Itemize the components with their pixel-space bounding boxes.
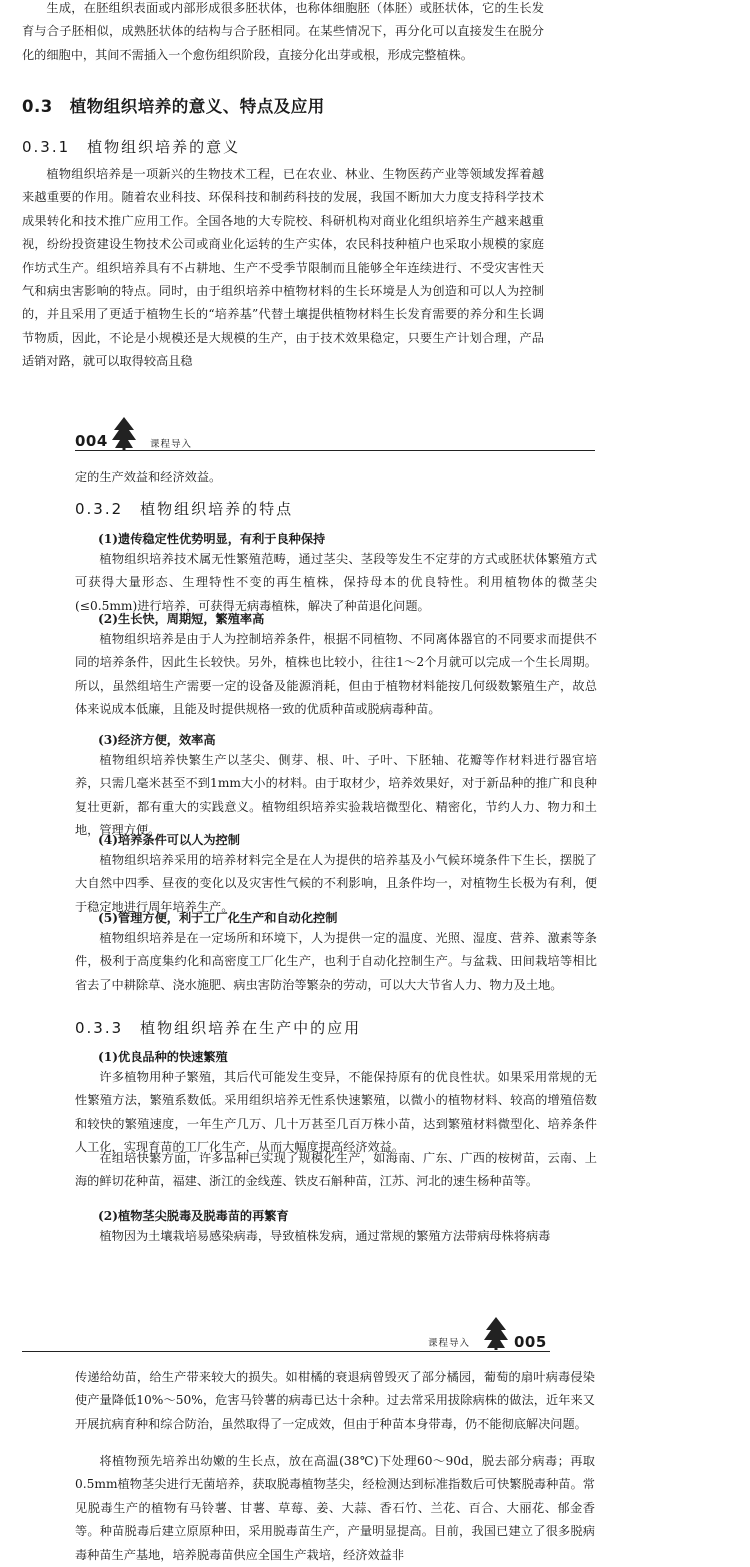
body-paragraph: 许多植物用种子繁殖，其后代可能发生变异，不能保持原有的优良性状。如果采用常规的无性繁殖方法，繁殖系数低。采用组织培养无性系快速繁殖，以微小的植物材料、较高的增殖倍数和较快的繁殖速度，一年生产几万、几十万甚至几百万株小苗，达到繁殖材料微型化、培养条件人工化，实现育苗的工厂化生产，从而大幅度提高经济效益。: [75, 1070, 597, 1155]
section-title: 0.3 植物组织培养的意义、特点及应用: [22, 97, 325, 116]
body-paragraph: 植物组织培养采用的培养材料完全是在人为提供的培养基及小气候环境条件下生长，摆脱了大自然中四季、昼夜的变化以及灾害性气候的不利影响，且条件均一，对植物生长极为有利，便于稳定地进行周年培养生产。: [75, 853, 597, 914]
header-rule: [22, 1351, 550, 1352]
body-paragraph: 植物组织培养技术属无性繁殖范畴，通过茎尖、茎段等发生不定芽的方式或胚状体繁殖方式可获得大量形态、生理特性不变的再生植株，保持母本的优良特性。利用植物体的微茎尖(≤0.5mm)进行培养，可获得无病毒植株，解决了种苗退化问题。: [75, 552, 597, 613]
feature-heading: (1)遗传稳定性优势明显，有利于良种保持: [98, 532, 326, 546]
body-paragraph: 植物组织培养快繁生产以茎尖、侧芽、根、叶、子叶、下胚轴、花瓣等作材料进行器官培养，只需几毫米甚至不到1mm大小的材料。由于取材少，培养效果好，对于新品种的推广和良种复壮更新，都有重大的实践意义。植物组织培养实验栽培微型化、精密化，节约人力、物力和土地，管理方便。: [75, 753, 597, 838]
feature-heading: (2)生长快，周期短，繁殖率高: [98, 612, 265, 626]
page-number: 004: [75, 432, 108, 450]
feature-heading: (4)培养条件可以人为控制: [98, 833, 240, 847]
body-paragraph: 将植物预先培养出幼嫩的生长点，放在高温(38℃)下处理60～90d，脱去部分病毒；再取0.5mm植物茎尖进行无菌培养，获取脱毒植物茎尖，经检测达到标准指数后可快繁脱毒种苗。常见脱毒生产的植物有马铃薯、甘薯、草莓、姜、大蒜、香石竹、兰花、百合、大丽花、郁金香等。种苗脱毒后建立原原种田，采用脱毒苗生产，产量明显提高。目前，我国已建立了很多脱病毒种苗生产基地，培养脱毒苗供应全国生产栽培，经济效益非: [75, 1454, 595, 1562]
body-paragraph: 在组培快繁方面，许多品种已实现了规模化生产，如海南、广东、广西的桉树苗，云南、上海的鲜切花种苗，福建、浙江的金线莲、铁皮石斛种苗，江苏、河北的速生杨种苗等。: [75, 1151, 597, 1189]
body-paragraph: 植物组织培养是由于人为控制培养条件，根据不同植物、不同离体器官的不同要求而提供不同的培养条件，因此生长较快。另外，植株也比较小，往往1～2个月就可以完成一个生长周期。所以，虽然组培生产需要一定的设备及能源消耗，但由于植物材料能按几何级数繁殖生产，故总体来说成本低廉，且能及时提供规格一致的优质种苗或脱病毒种苗。: [75, 632, 597, 717]
body-paragraph: 定的生产效益和经济效益。: [75, 470, 222, 484]
header-rule: [75, 450, 595, 451]
body-paragraph: 传递给幼苗，给生产带来较大的损失。如柑橘的衰退病曾毁灭了部分橘园，葡萄的扇叶病毒侵染使产量降低10%～50%，危害马铃薯的病毒已达十余种。过去常采用拔除病株的做法，近年来又开展抗病育种和综合防治，虽然取得了一定成效，但由于种苗本身带毒，仍不能彻底解决问题。: [75, 1370, 595, 1431]
tree-logo-icon: [482, 1316, 510, 1350]
body-paragraph: 植物组织培养是一项新兴的生物技术工程，已在农业、林业、生物医药产业等领域发挥着越来越重要的作用。随着农业科技、环保科技和制药科技的发展，我国不断加大力度支持科学技术成果转化和技术推广应用工作。全国各地的大专院校、科研机构对商业化组织培养生产越来越重视，纷纷投资建设生物技术公司或商业化运转的生产实体，农民科技种植户也采取小规模的家庭作坊式生产。组织培养具有不占耕地、生产不受季节限制而且能够全年连续进行、不受灾害性天气和病虫害影响的特点。同时，由于组织培养中植物材料的生长环境是人为创造和可以人为控制的，并且采用了更适于植物生长的“培养基”代替土壤提供植物材料生长发育需要的养分和生长调节物质，因此，不论是小规模还是大规模的生产，由于技术效果稳定，只要生产计划合理，产品适销对路，就可以取得较高且稳: [22, 167, 544, 369]
page-number: 005: [514, 1333, 547, 1351]
running-header: 课程导入: [428, 1338, 471, 1349]
running-header: 课程导入: [150, 439, 193, 450]
subsection-title: 0.3.1 植物组织培养的意义: [22, 138, 241, 156]
subsection-title: 0.3.3 植物组织培养在生产中的应用: [75, 1019, 362, 1037]
tree-logo-icon: [110, 416, 138, 450]
body-paragraph: 植物组织培养是在一定场所和环境下，人为提供一定的温度、光照、湿度、营养、激素等条件，极利于高度集约化和高密度工厂化生产，也利于自动化控制生产。与盆栽、田间栽培等相比省去了中耕除草、浇水施肥、病虫害防治等繁杂的劳动，可以大大节省人力、物力及土地。: [75, 931, 597, 992]
body-paragraph: 植物因为土壤栽培易感染病毒，导致植株发病，通过常规的繁殖方法带病母株将病毒: [99, 1229, 551, 1243]
subsection-title: 0.3.2 植物组织培养的特点: [75, 500, 294, 518]
application-heading: (1)优良品种的快速繁殖: [98, 1050, 228, 1064]
application-heading: (2)植物茎尖脱毒及脱毒苗的再繁育: [98, 1209, 289, 1223]
body-paragraph: 生成，在胚组织表面或内部形成很多胚状体，也称体细胞胚（体胚）或胚状体，它的生长发育与合子胚相似，成熟胚状体的结构与合子胚相同。在某些情况下，再分化可以直接发生在脱分化的细胞中，其间不需插入一个愈伤组织阶段，直接分化出芽或根，形成完整植株。: [22, 1, 544, 62]
feature-heading: (3)经济方便，效率高: [98, 733, 216, 747]
feature-heading: (5)管理方便，利于工厂化生产和自动化控制: [98, 911, 338, 925]
